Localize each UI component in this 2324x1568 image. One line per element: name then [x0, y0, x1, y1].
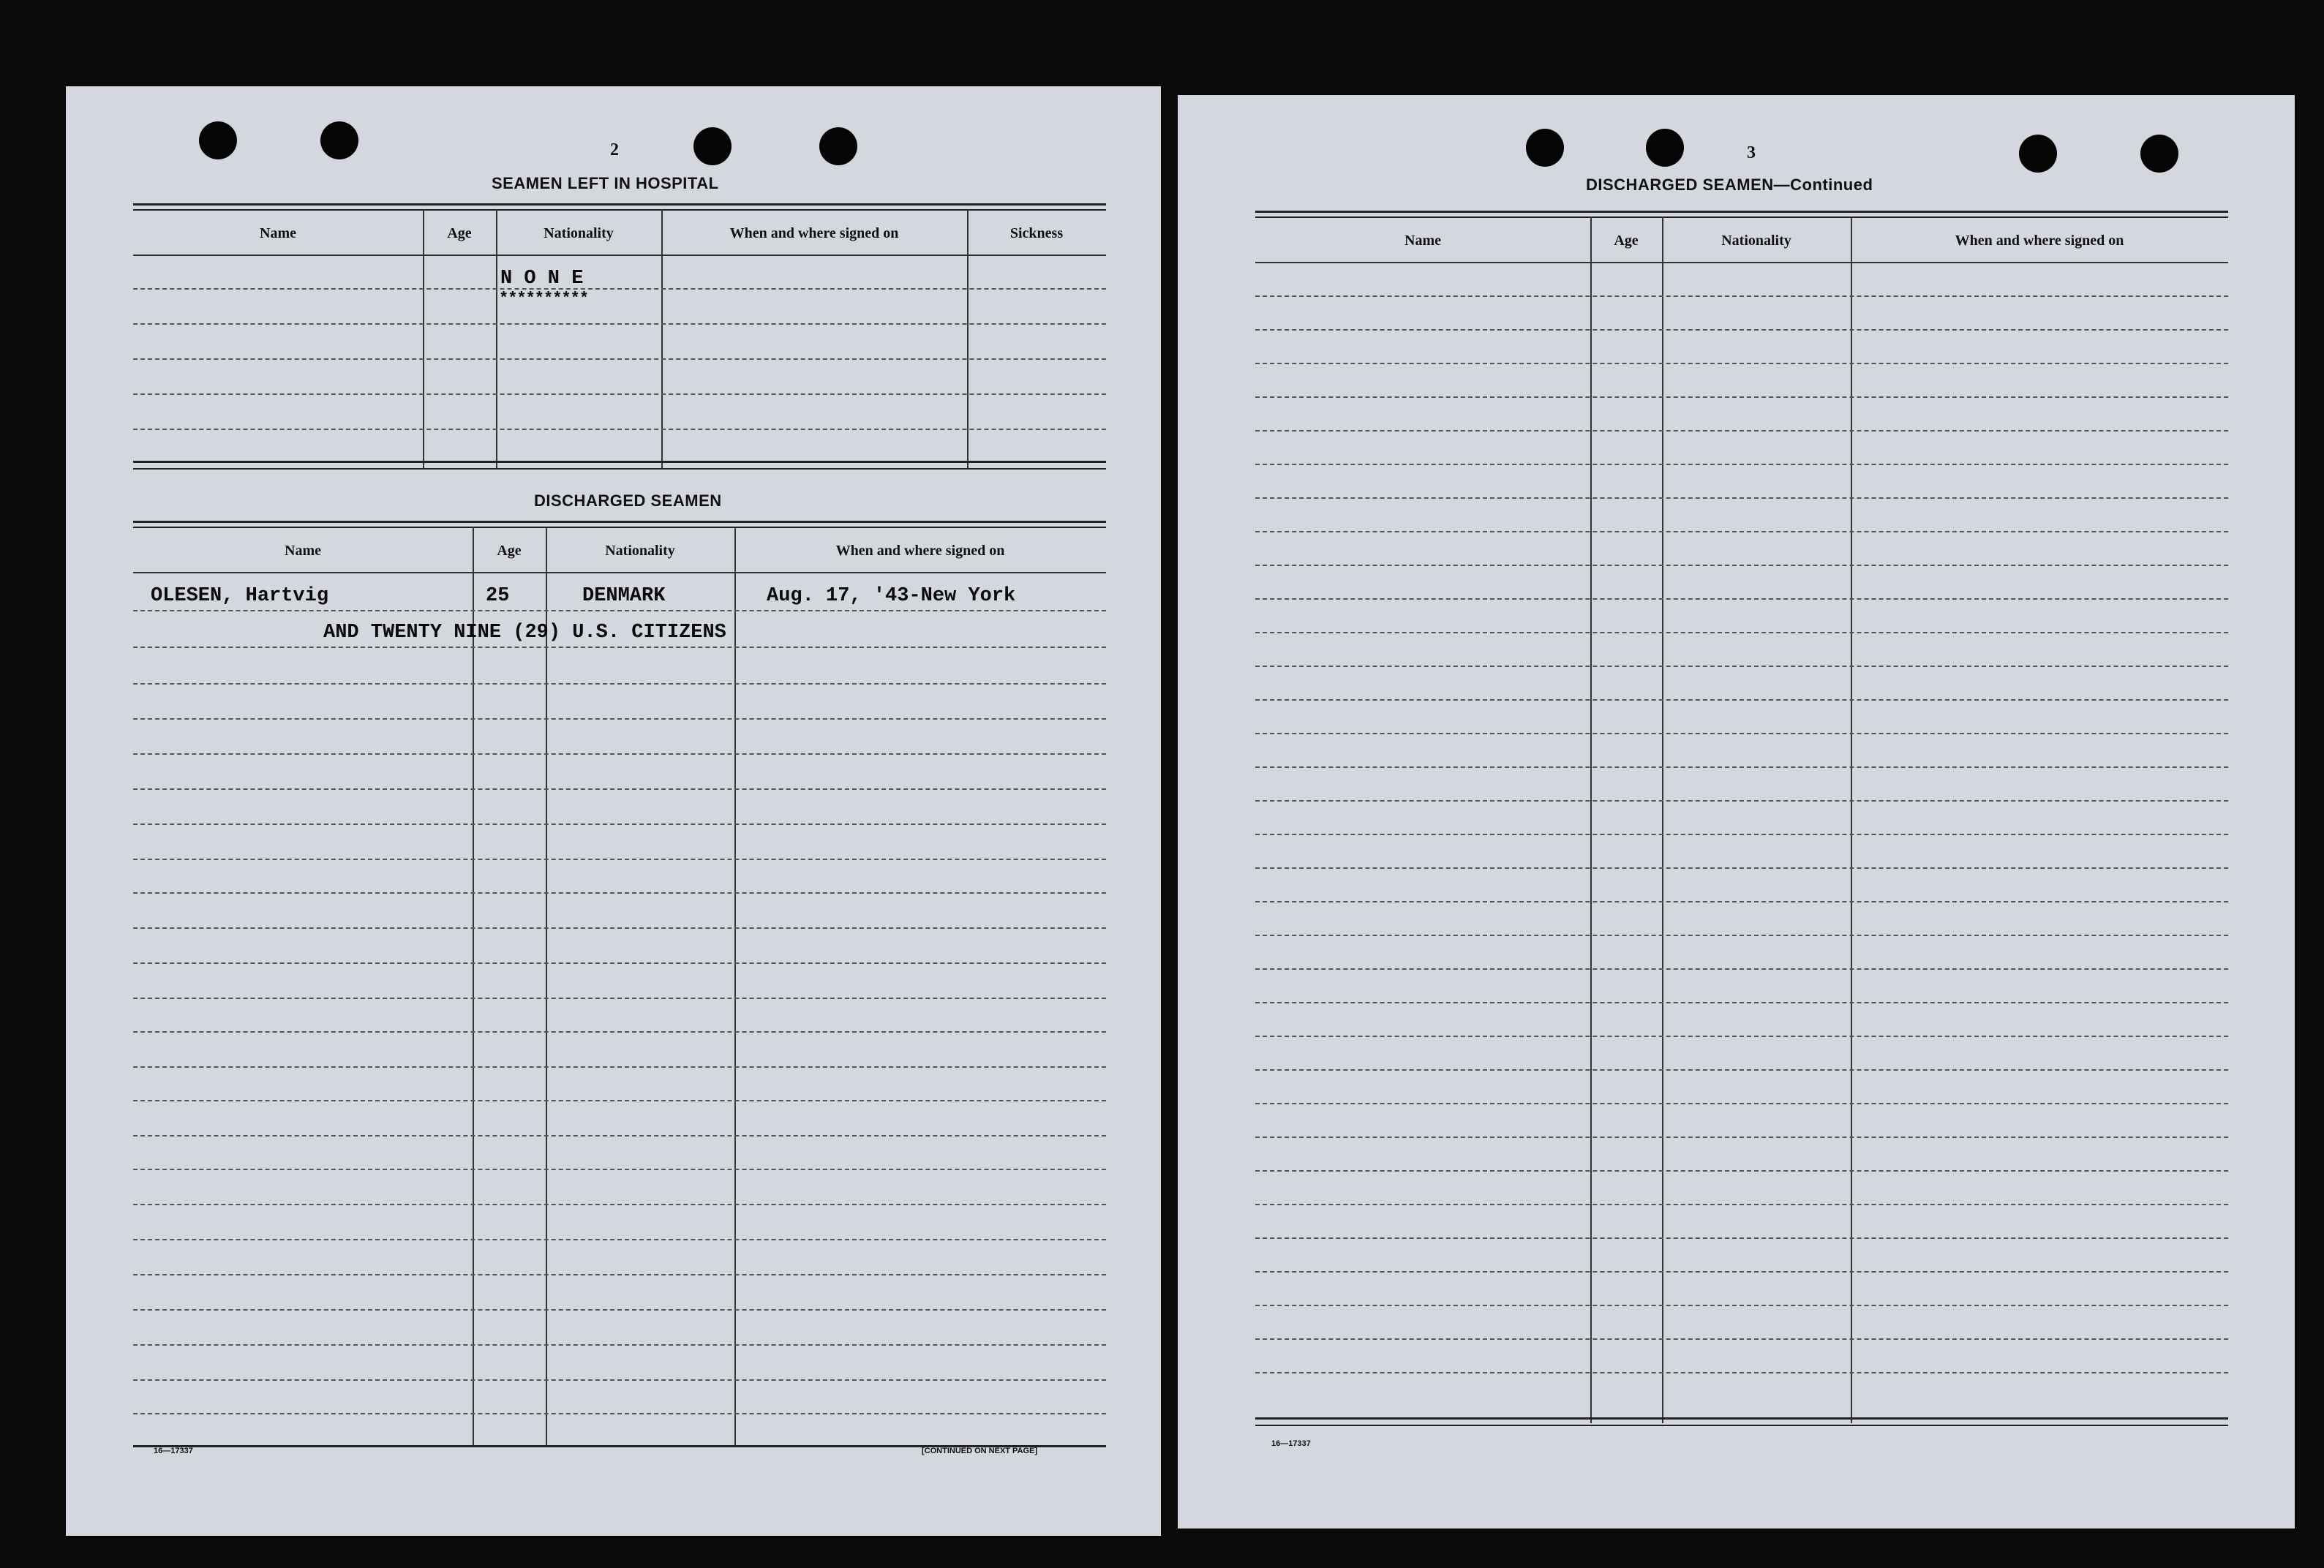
seaman-name: OLESEN, Hartvig [151, 585, 329, 607]
discharged-note: AND TWENTY NINE (29) U.S. CITIZENS [323, 622, 726, 644]
page-number: 2 [610, 140, 619, 159]
punch-hole [2019, 135, 2057, 173]
hospital-table [133, 203, 1106, 471]
discharged-continued-table [1255, 211, 2228, 1428]
column-header-name: Name [260, 225, 296, 241]
form-code: 16—17337 [1271, 1439, 1311, 1448]
seaman-age: 25 [486, 585, 510, 607]
right-page [1178, 95, 2295, 1529]
column-header-nationality: Nationality [1721, 233, 1791, 249]
left-page [66, 86, 1161, 1536]
punch-hole [2140, 135, 2178, 173]
hospital-section-title: SEAMEN LEFT IN HOSPITAL [492, 174, 719, 192]
hospital-none-stars: ********** [499, 290, 589, 308]
punch-hole [320, 121, 358, 159]
discharged-table [133, 521, 1106, 1533]
continued-note: [CONTINUED ON NEXT PAGE] [922, 1447, 1038, 1455]
column-header-nationality: Nationality [605, 543, 675, 559]
seaman-nationality: DENMARK [582, 585, 666, 607]
hospital-none-entry: N O N E [500, 268, 584, 290]
column-header-age: Age [447, 225, 472, 241]
column-header-sickness: Sickness [1009, 225, 1064, 241]
column-header-name: Name [285, 543, 321, 559]
punch-hole [1646, 129, 1684, 167]
column-header-nationality: Nationality [544, 225, 614, 241]
punch-hole [1526, 129, 1564, 167]
column-header-signed-on: When and where signed on [729, 225, 899, 241]
discharged-section-title: DISCHARGED SEAMEN [534, 491, 722, 510]
continued-section-title: DISCHARGED SEAMEN—Continued [1586, 176, 1873, 194]
seaman-signed-on: Aug. 17, '43-New York [767, 585, 1016, 607]
punch-hole [693, 127, 732, 165]
column-header-signed-on: When and where signed on [835, 543, 1005, 559]
column-header-age: Age [1614, 233, 1639, 249]
punch-hole [199, 121, 237, 159]
column-header-name: Name [1404, 233, 1441, 249]
page-number: 3 [1747, 143, 1756, 162]
column-header-signed-on: When and where signed on [1955, 233, 2124, 249]
form-code: 16—17337 [154, 1447, 193, 1455]
punch-hole [819, 127, 857, 165]
column-header-age: Age [497, 543, 522, 559]
